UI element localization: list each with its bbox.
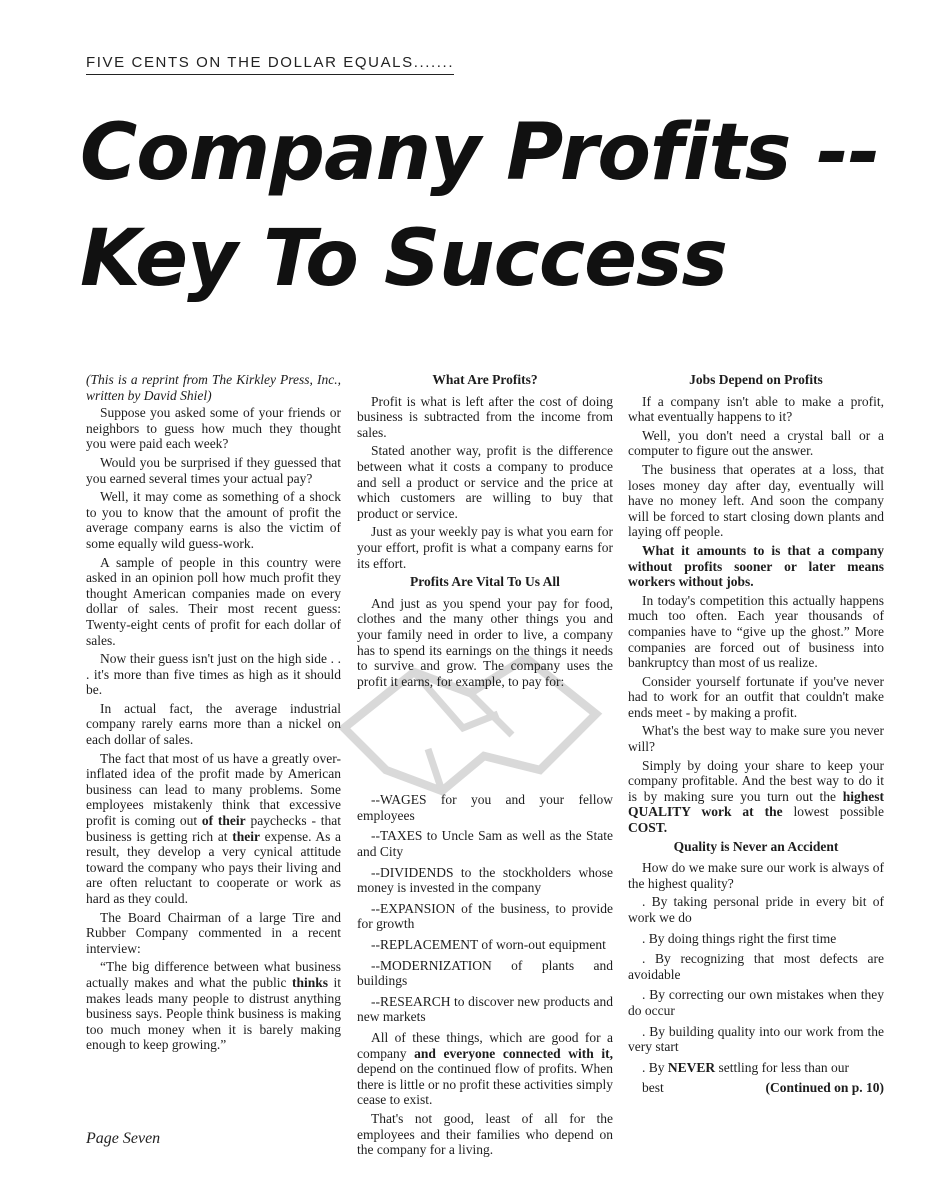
paragraph: Profit is what is left after the cost of doing business is subtracted from the income from sales. (357, 393, 613, 440)
paragraph (357, 1030, 613, 1108)
list-item: --DIVIDENDS to the stockholders whose money is invested in the company (357, 864, 613, 896)
list-item: . By recognizing that most defects are avoidable (628, 951, 884, 982)
text-run: expense. As a result, they develop a very cynical attitude toward the company who pays their living and are often reluctant to cooperate or work as hard as they could. (86, 828, 342, 906)
paragraph: Well, it may come as something of a shock to you to know that the amount of profit the average company earns is also the victim of some equally wild guess-work. (86, 489, 341, 551)
list-item: --WAGES for you and your fellow employees (357, 792, 613, 823)
list-item: --EXPANSION of the business, to provide for growth (357, 900, 613, 932)
paragraph: The Board Chairman of a large Tire and Rubber Company commented in a recent interview: (86, 909, 341, 956)
kicker-text: FIVE CENTS ON THE DOLLAR EQUALS....... (86, 54, 454, 75)
paragraph (86, 751, 341, 907)
paragraph: A sample of people in this country were asked in an opinion poll how much profit they thought American companies made on every dollar of sales. Their most recent guess: Twenty-eight cents of profit for each dollar of sales. (86, 554, 341, 648)
paragraph: The business that operates at a loss, that loses money day after day, eventually will have no money left. And soon the company will be forced to start closing down plants and laying off people. (628, 461, 884, 540)
list-item: . By taking personal pride in every bit of work we do (628, 894, 884, 925)
text-bold: thinks (292, 974, 329, 990)
text-run: . By (642, 1059, 668, 1075)
paragraph: In actual fact, the average industrial company rarely earns more than a nickel on each dollar of sales. (86, 700, 341, 748)
text-run: depend on the continued flow of profits. When there is little or no profit these activities simply cease to exist. (357, 1061, 613, 1108)
section-heading: Quality is Never an Accident (673, 838, 839, 854)
reprint-note: (This is a reprint from The Kirkley Press, Inc., written by David Shiel) (86, 372, 341, 403)
paragraph: In today's competition this actually happens much too often. Each year thousands of companies have to “give up the ghost.” More companies are forced out of business into bankruptcy than most of us realize. (628, 592, 884, 671)
section-heading: Jobs Depend on Profits (689, 372, 823, 387)
list-item: . By building quality into our work from the very start (628, 1023, 884, 1055)
spacer (357, 692, 613, 792)
paragraph: Consider yourself fortunate if you've never had to work for an outfit that couldn't make ends meet - by making a profit. (628, 673, 884, 720)
paragraph: Just as your weekly pay is what you earn for your effort, profit is what a company earns for its effort. (357, 524, 613, 571)
page-number: Page Seven (86, 1130, 161, 1147)
text-run: Simply by doing your share to keep your company profitable. And the best way to do it is by making sure you turn out the (628, 757, 884, 804)
text-bold: and everyone connected with it, (414, 1045, 613, 1061)
paragraph: Now their guess isn't just on the high side . . . it's more than five times as high as it should be. (86, 651, 341, 698)
text-bold: highest QUALITY work at the (628, 788, 884, 820)
quote-paragraph (86, 959, 341, 1053)
headline (80, 100, 900, 312)
list-item: . By doing things right the first time (642, 930, 837, 946)
paragraph: That's not good, least of all for the employees and their families who depend on the company for a living. (357, 1110, 613, 1158)
text-bold: of their (201, 813, 246, 829)
list-item: --RESEARCH to discover new products and new markets (357, 993, 613, 1025)
paragraph: Suppose you asked some of your friends or neighbors to guess how much they thought you were paid each week? (86, 405, 341, 452)
text-bold: NEVER (667, 1059, 716, 1075)
paragraph: And just as you spend your pay for food, clothes and the many other things you and your family need in order to live, a company has to spend its earnings on the things it needs to survive and grow. The company uses the profit it earns, for example, to pay for: (357, 595, 613, 689)
text-run: The fact that most of us have a greatly over-inflated idea of the profit made by American business can lead to many problems. Some employees mistakenly think that excessive profit is coming out (86, 750, 341, 829)
text-bold: their (232, 828, 260, 844)
paragraph: What's the best way to make sure you never will? (628, 723, 884, 755)
section-heading: What Are Profits? (432, 372, 538, 387)
column-2 (357, 372, 613, 1161)
text-run: it makes leads many people to distrust anything business says. People think business is making too much money when it is barely making enough to keep growing.” (86, 974, 341, 1053)
headline-line-1: Company Profits -- (80, 108, 880, 198)
paragraph (628, 543, 884, 590)
list-item: --TAXES to Uncle Sam as well as the State and City (357, 828, 613, 860)
paragraph: Well, you don't need a crystal ball or a computer to figure out the answer. (628, 427, 884, 459)
continued-note: (Continued on p. 10) (765, 1080, 884, 1096)
text-bold: COST. (628, 820, 668, 836)
paragraph: How do we make sure our work is always of the highest quality? (628, 860, 884, 891)
list-item: --MODERNIZATION of plants and buildings (357, 957, 613, 989)
column-3 (628, 372, 884, 1099)
paragraph: If a company isn't able to make a profit, what eventually happens to it? (628, 393, 884, 425)
list-item: --REPLACEMENT of worn-out equipment (371, 937, 606, 953)
list-item (628, 1060, 884, 1076)
headline-line-2: Key To Success (80, 214, 727, 304)
text-run: “The big difference between what business actually makes and what the public (86, 959, 341, 990)
text-run: lowest possible (782, 804, 884, 820)
text-run: settling for less than our (715, 1059, 850, 1075)
section-heading: Profits Are Vital To Us All (410, 574, 560, 590)
text-run: paychecks - that business is getting rich at (86, 813, 341, 844)
continued-row (628, 1080, 884, 1096)
text-run: All of these things, which are good for a company (357, 1030, 613, 1061)
paragraph: Would you be surprised if they guessed that you earned several times your actual pay? (86, 454, 341, 486)
text-bold: What it amounts to is that a company without profits sooner or later means workers without jobs. (628, 542, 884, 590)
column-1 (86, 372, 341, 1056)
paragraph (628, 758, 884, 836)
list-item: . By correcting our own mistakes when they do occur (628, 987, 884, 1018)
paragraph: Stated another way, profit is the difference between what it costs a company to produce and sell a product or service and the price at which customers are willing to buy that product or service. (357, 443, 613, 521)
last-word: best (642, 1080, 664, 1096)
